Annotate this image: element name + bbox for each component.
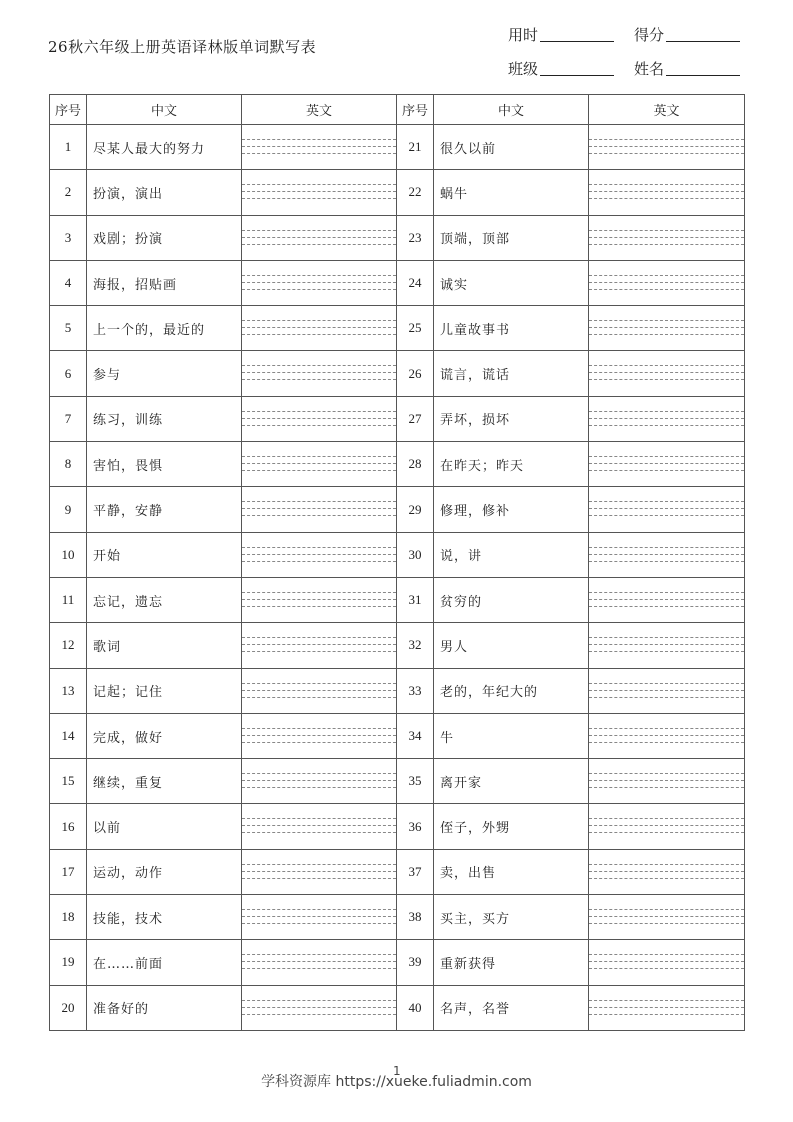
writing-guide-line (589, 954, 744, 955)
writing-guide-line (242, 878, 396, 879)
table-row (50, 940, 745, 985)
writing-guide-line (589, 1000, 744, 1001)
writing-guide-line (242, 916, 396, 917)
english-answer-cell[interactable] (242, 442, 397, 487)
writing-guide-line (242, 561, 396, 562)
writing-guide-line (589, 916, 744, 917)
chinese-meaning: 记起；记住 (87, 668, 242, 713)
column-header: 序号 (50, 95, 87, 125)
writing-guide-line (242, 198, 396, 199)
table-row (50, 985, 745, 1030)
item-number: 29 (397, 487, 434, 532)
writing-guide-line (242, 606, 396, 607)
chinese-meaning: 练习，训练 (87, 396, 242, 441)
column-header: 中文 (87, 95, 242, 125)
writing-guide-line (589, 651, 744, 652)
column-header: 序号 (397, 95, 434, 125)
writing-guide-line (242, 742, 396, 743)
item-number: 38 (397, 895, 434, 940)
writing-guide-line (242, 832, 396, 833)
writing-guide-line (589, 501, 744, 502)
item-number: 40 (397, 985, 434, 1030)
english-answer-cell[interactable] (589, 306, 745, 351)
chinese-meaning: 平静，安静 (87, 487, 242, 532)
writing-guide-line (242, 289, 396, 290)
chinese-meaning: 扮演，演出 (87, 170, 242, 215)
chinese-meaning: 男人 (434, 623, 589, 668)
table-row (50, 849, 745, 894)
english-answer-cell[interactable] (589, 985, 745, 1030)
english-answer-cell[interactable] (242, 125, 397, 170)
page-number: 1 (393, 1064, 401, 1078)
writing-guide-line (589, 923, 744, 924)
name-field (634, 58, 740, 79)
english-answer-cell[interactable] (589, 577, 745, 622)
writing-guide-line (242, 456, 396, 457)
writing-guide-line (242, 651, 396, 652)
writing-guide-line (589, 787, 744, 788)
chinese-meaning: 顶端，顶部 (434, 215, 589, 260)
table-row (50, 895, 745, 940)
table-row (50, 396, 745, 441)
writing-guide-line (589, 153, 744, 154)
writing-guide-line (242, 735, 396, 736)
writing-guide-line (242, 1007, 396, 1008)
name-label: 姓名 (634, 60, 665, 78)
item-number: 22 (397, 170, 434, 215)
writing-guide-line (242, 787, 396, 788)
writing-guide-line (589, 968, 744, 969)
writing-guide-line (242, 644, 396, 645)
item-number: 1 (50, 125, 87, 170)
english-answer-cell[interactable] (242, 623, 397, 668)
english-answer-cell[interactable] (589, 940, 745, 985)
writing-guide-line (589, 508, 744, 509)
writing-guide-line (242, 184, 396, 185)
chinese-meaning: 老的，年纪大的 (434, 668, 589, 713)
table-row (50, 577, 745, 622)
writing-guide-line (242, 139, 396, 140)
writing-guide-line (589, 832, 744, 833)
item-number: 21 (397, 125, 434, 170)
english-answer-cell[interactable] (242, 170, 397, 215)
class-label: 班级 (508, 60, 539, 78)
table-row (50, 215, 745, 260)
writing-guide-line (589, 878, 744, 879)
english-answer-cell[interactable] (242, 215, 397, 260)
writing-guide-line (589, 289, 744, 290)
table-row (50, 623, 745, 668)
writing-guide-line (589, 372, 744, 373)
chinese-meaning: 在……前面 (87, 940, 242, 985)
english-answer-cell[interactable] (242, 306, 397, 351)
english-answer-cell[interactable] (589, 532, 745, 577)
english-answer-cell[interactable] (589, 396, 745, 441)
writing-guide-line (242, 961, 396, 962)
writing-guide-line (589, 184, 744, 185)
writing-guide-line (589, 547, 744, 548)
table-row (50, 351, 745, 396)
time-blank[interactable] (540, 40, 614, 42)
chinese-meaning: 害怕，畏惧 (87, 442, 242, 487)
item-number: 25 (397, 306, 434, 351)
writing-guide-line (589, 275, 744, 276)
writing-guide-line (242, 637, 396, 638)
table-row (50, 487, 745, 532)
writing-guide-line (589, 320, 744, 321)
chinese-meaning: 开始 (87, 532, 242, 577)
class-blank[interactable] (540, 74, 614, 76)
writing-guide-line (242, 780, 396, 781)
writing-guide-line (242, 773, 396, 774)
item-number: 28 (397, 442, 434, 487)
writing-guide-line (242, 327, 396, 328)
english-answer-cell[interactable] (242, 849, 397, 894)
item-number: 32 (397, 623, 434, 668)
item-number: 30 (397, 532, 434, 577)
item-number: 37 (397, 849, 434, 894)
chinese-meaning: 谎言，谎话 (434, 351, 589, 396)
writing-guide-line (242, 244, 396, 245)
writing-guide-line (242, 379, 396, 380)
english-answer-cell[interactable] (589, 623, 745, 668)
english-answer-cell[interactable] (242, 487, 397, 532)
writing-guide-line (589, 146, 744, 147)
writing-guide-line (589, 411, 744, 412)
writing-guide-line (242, 818, 396, 819)
writing-guide-line (242, 690, 396, 691)
chinese-meaning: 牛 (434, 713, 589, 758)
chinese-meaning: 歌词 (87, 623, 242, 668)
item-number: 5 (50, 306, 87, 351)
writing-guide-line (242, 825, 396, 826)
name-blank[interactable] (666, 74, 740, 76)
chinese-meaning: 完成，做好 (87, 713, 242, 758)
item-number: 7 (50, 396, 87, 441)
table-row (50, 532, 745, 577)
writing-guide-line (242, 954, 396, 955)
table-row (50, 125, 745, 170)
table-row (50, 759, 745, 804)
writing-guide-line (242, 320, 396, 321)
table-row (50, 713, 745, 758)
item-number: 3 (50, 215, 87, 260)
english-answer-cell[interactable] (589, 804, 745, 849)
table-header-row (50, 95, 745, 125)
writing-guide-line (589, 470, 744, 471)
column-header: 英文 (589, 95, 745, 125)
writing-guide-line (589, 780, 744, 781)
writing-guide-line (589, 425, 744, 426)
table-row (50, 668, 745, 713)
item-number: 12 (50, 623, 87, 668)
writing-guide-line (242, 554, 396, 555)
chinese-meaning: 参与 (87, 351, 242, 396)
item-number: 16 (50, 804, 87, 849)
item-number: 19 (50, 940, 87, 985)
footer (0, 1064, 793, 1091)
writing-guide-line (242, 425, 396, 426)
writing-guide-line (242, 282, 396, 283)
writing-guide-line (242, 275, 396, 276)
writing-guide-line (589, 463, 744, 464)
score-field (634, 24, 740, 45)
writing-guide-line (242, 508, 396, 509)
score-blank[interactable] (666, 40, 740, 42)
writing-guide-line (242, 683, 396, 684)
writing-guide-line (589, 554, 744, 555)
chinese-meaning: 继续，重复 (87, 759, 242, 804)
english-answer-cell[interactable] (589, 487, 745, 532)
english-answer-cell[interactable] (589, 668, 745, 713)
writing-guide-line (242, 547, 396, 548)
time-field (508, 24, 614, 45)
writing-guide-line (242, 728, 396, 729)
writing-guide-line (589, 683, 744, 684)
item-number: 27 (397, 396, 434, 441)
english-answer-cell[interactable] (589, 215, 745, 260)
english-answer-cell[interactable] (242, 577, 397, 622)
chinese-meaning: 上一个的，最近的 (87, 306, 242, 351)
writing-guide-line (589, 742, 744, 743)
table-row (50, 170, 745, 215)
writing-guide-line (589, 1014, 744, 1015)
item-number: 2 (50, 170, 87, 215)
writing-guide-line (242, 501, 396, 502)
item-number: 39 (397, 940, 434, 985)
writing-guide-line (242, 968, 396, 969)
english-answer-cell[interactable] (589, 442, 745, 487)
item-number: 24 (397, 260, 434, 305)
table-row (50, 804, 745, 849)
item-number: 26 (397, 351, 434, 396)
writing-guide-line (589, 728, 744, 729)
chinese-meaning: 很久以前 (434, 125, 589, 170)
chinese-meaning: 蜗牛 (434, 170, 589, 215)
chinese-meaning: 忘记，遗忘 (87, 577, 242, 622)
writing-guide-line (242, 697, 396, 698)
writing-guide-line (589, 599, 744, 600)
writing-guide-line (589, 334, 744, 335)
writing-guide-line (242, 334, 396, 335)
writing-guide-line (589, 515, 744, 516)
item-number: 18 (50, 895, 87, 940)
chinese-meaning: 准备好的 (87, 985, 242, 1030)
chinese-meaning: 尽某人最大的努力 (87, 125, 242, 170)
item-number: 23 (397, 215, 434, 260)
writing-guide-line (589, 244, 744, 245)
writing-guide-line (589, 456, 744, 457)
chinese-meaning: 侄子，外甥 (434, 804, 589, 849)
english-answer-cell[interactable] (589, 759, 745, 804)
writing-guide-line (589, 735, 744, 736)
english-answer-cell[interactable] (242, 532, 397, 577)
writing-guide-line (589, 365, 744, 366)
writing-guide-line (242, 864, 396, 865)
writing-guide-line (242, 146, 396, 147)
chinese-meaning: 重新获得 (434, 940, 589, 985)
writing-guide-line (242, 372, 396, 373)
item-number: 13 (50, 668, 87, 713)
writing-guide-line (589, 637, 744, 638)
item-number: 14 (50, 713, 87, 758)
writing-guide-line (589, 282, 744, 283)
column-header: 中文 (434, 95, 589, 125)
writing-guide-line (242, 153, 396, 154)
english-answer-cell[interactable] (242, 804, 397, 849)
item-number: 11 (50, 577, 87, 622)
writing-guide-line (242, 411, 396, 412)
writing-guide-line (242, 418, 396, 419)
chinese-meaning: 离开家 (434, 759, 589, 804)
writing-guide-line (589, 697, 744, 698)
chinese-meaning: 儿童故事书 (434, 306, 589, 351)
writing-guide-line (242, 230, 396, 231)
chinese-meaning: 说，讲 (434, 532, 589, 577)
table-row (50, 260, 745, 305)
writing-guide-line (242, 463, 396, 464)
english-answer-cell[interactable] (242, 260, 397, 305)
writing-guide-line (589, 592, 744, 593)
writing-guide-line (589, 961, 744, 962)
english-answer-cell[interactable] (242, 895, 397, 940)
item-number: 4 (50, 260, 87, 305)
chinese-meaning: 戏剧；扮演 (87, 215, 242, 260)
writing-guide-line (589, 606, 744, 607)
writing-guide-line (589, 139, 744, 140)
item-number: 36 (397, 804, 434, 849)
english-answer-cell[interactable] (589, 849, 745, 894)
chinese-meaning: 贫穷的 (434, 577, 589, 622)
item-number: 6 (50, 351, 87, 396)
english-answer-cell[interactable] (589, 713, 745, 758)
writing-guide-line (589, 230, 744, 231)
writing-guide-line (589, 644, 744, 645)
time-label: 用时 (508, 26, 539, 44)
english-answer-cell[interactable] (589, 351, 745, 396)
writing-guide-line (589, 1007, 744, 1008)
writing-guide-line (589, 773, 744, 774)
item-number: 17 (50, 849, 87, 894)
writing-guide-line (242, 515, 396, 516)
writing-guide-line (589, 379, 744, 380)
item-number: 8 (50, 442, 87, 487)
writing-guide-line (589, 191, 744, 192)
english-answer-cell[interactable] (589, 125, 745, 170)
item-number: 35 (397, 759, 434, 804)
item-number: 34 (397, 713, 434, 758)
english-answer-cell[interactable] (242, 396, 397, 441)
item-number: 15 (50, 759, 87, 804)
writing-guide-line (242, 191, 396, 192)
chinese-meaning: 运动，动作 (87, 849, 242, 894)
item-number: 10 (50, 532, 87, 577)
writing-guide-line (589, 818, 744, 819)
writing-guide-line (589, 909, 744, 910)
english-answer-cell[interactable] (589, 895, 745, 940)
writing-guide-line (242, 237, 396, 238)
writing-guide-line (589, 198, 744, 199)
english-answer-cell[interactable] (242, 351, 397, 396)
writing-guide-line (242, 1000, 396, 1001)
column-header: 英文 (242, 95, 397, 125)
chinese-meaning: 诚实 (434, 260, 589, 305)
item-number: 33 (397, 668, 434, 713)
english-answer-cell[interactable] (589, 260, 745, 305)
english-answer-cell[interactable] (242, 668, 397, 713)
writing-guide-line (589, 237, 744, 238)
writing-guide-line (242, 365, 396, 366)
item-number: 31 (397, 577, 434, 622)
writing-guide-line (242, 470, 396, 471)
writing-guide-line (242, 923, 396, 924)
writing-guide-line (242, 871, 396, 872)
writing-guide-line (242, 1014, 396, 1015)
writing-guide-line (589, 327, 744, 328)
chinese-meaning: 卖，出售 (434, 849, 589, 894)
english-answer-cell[interactable] (589, 170, 745, 215)
writing-guide-line (242, 599, 396, 600)
english-answer-cell[interactable] (242, 713, 397, 758)
chinese-meaning: 名声，名誉 (434, 985, 589, 1030)
table-row (50, 306, 745, 351)
page-title: 26秋六年级上册英语译林版单词默写表 (48, 38, 317, 56)
english-answer-cell[interactable] (242, 985, 397, 1030)
chinese-meaning: 买主，买方 (434, 895, 589, 940)
writing-guide-line (589, 871, 744, 872)
writing-guide-line (242, 909, 396, 910)
class-field (508, 58, 614, 79)
english-answer-cell[interactable] (242, 759, 397, 804)
item-number: 20 (50, 985, 87, 1030)
chinese-meaning: 修理，修补 (434, 487, 589, 532)
chinese-meaning: 以前 (87, 804, 242, 849)
vocabulary-table (49, 94, 745, 1031)
score-label: 得分 (634, 26, 665, 44)
writing-guide-line (242, 592, 396, 593)
english-answer-cell[interactable] (242, 940, 397, 985)
chinese-meaning: 在昨天；昨天 (434, 442, 589, 487)
chinese-meaning: 弄坏，损坏 (434, 396, 589, 441)
writing-guide-line (589, 418, 744, 419)
chinese-meaning: 海报，招贴画 (87, 260, 242, 305)
writing-guide-line (589, 864, 744, 865)
writing-guide-line (589, 561, 744, 562)
chinese-meaning: 技能，技术 (87, 895, 242, 940)
writing-guide-line (589, 825, 744, 826)
table-row (50, 442, 745, 487)
footer-source: 学科资源库 https://xueke.fuliadmin.com (261, 1074, 532, 1090)
writing-guide-line (589, 690, 744, 691)
item-number: 9 (50, 487, 87, 532)
